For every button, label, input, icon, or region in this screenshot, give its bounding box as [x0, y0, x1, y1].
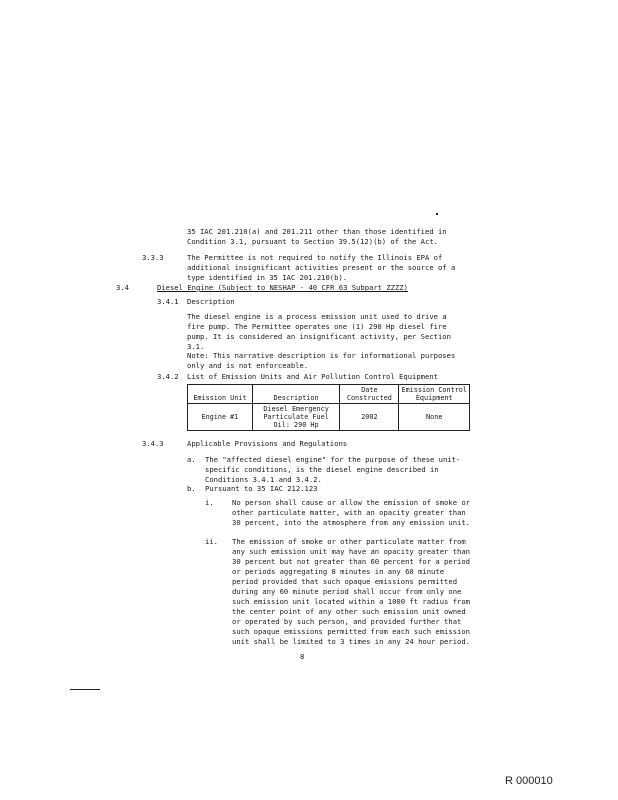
- emission-units-table: [187, 384, 470, 431]
- section-3-4-3-number: 3.4.3: [142, 439, 164, 448]
- section-3-4-1-description: The diesel engine is a process emission unit used to drive a fire pump. The Permittee operates one (1) 290 Hp diesel fire pump. It is considered an insignificant activity, per Section 3.1.: [187, 312, 451, 351]
- table-row: [188, 404, 470, 431]
- section-3-4-1-note: Note: This narrative description is for informational purposes only and is not enforceable.: [187, 351, 456, 370]
- table-header: Date Constructed: [340, 385, 399, 404]
- section-3-4-1-number: 3.4.1: [157, 297, 179, 306]
- item-b-ii-label: ii.: [205, 537, 218, 546]
- continuation-line-1: 35 IAC 201.210(a) and 201.211 other than those identified in: [187, 227, 447, 236]
- section-3-4-number: 3.4: [116, 283, 129, 292]
- item-b-i-text: No person shall cause or allow the emission of smoke or other particulate matter, with an opacity greater than 30 percent, into the atmosphere from any emission unit.: [232, 498, 470, 527]
- page-number: 8: [300, 652, 305, 661]
- item-b-ii-text: The emission of smoke or other particulate matter from any such emission unit may have an opacity greater than 30 percent but not greater than 60 percent for a period or periods aggregating 8 minutes in any 60 minute period provided that such opaque emissions permitted during any 60 minute period shall occur from only one such emission unit located within a 1000 ft radius from the center point of any other such emission unit owned or operated by such person, and provided further that such opaque emissions permitted from each such emission unit shall be limited to 3 times in any 24 hour period.: [232, 537, 470, 646]
- item-a-label: a.: [187, 455, 196, 464]
- item-b-text: Pursuant to 35 IAC 212.123: [205, 484, 318, 493]
- table-cell: Engine #1: [188, 404, 253, 431]
- table-header-row: [188, 385, 470, 404]
- table-cell: None: [399, 404, 470, 431]
- continuation-line-2: Condition 3.1, pursuant to Section 39.5(12)(b) of the Act.: [187, 237, 438, 246]
- item-b-label: b.: [187, 484, 196, 493]
- table-header: Emission Control Equipment: [399, 385, 470, 404]
- bates-number: R 000010: [505, 775, 553, 787]
- item-a-text: The "affected diesel engine" for the purpose of these unit-specific conditions, is the diesel engine described in Conditions 3.4.1 and 3.4.2.: [205, 455, 461, 484]
- section-3-4-3-title: Applicable Provisions and Regulations: [187, 439, 348, 448]
- section-3-4-title: Diesel Engine (Subject to NESHAP - 40 CFR 63 Subpart ZZZZ): [157, 283, 408, 292]
- table-cell: Diesel Emergency Particulate Fuel Oil: 290 Hp: [252, 404, 339, 431]
- footer-rule: [70, 689, 100, 690]
- item-b-i-label: i.: [205, 498, 214, 507]
- section-3-4-1-title: Description: [187, 297, 235, 306]
- table-header: Emission Unit: [188, 385, 253, 404]
- section-3-3-3-text: The Permittee is not required to notify the Illinois EPA of additional insignificant activities present or the source of a type identified in 35 IAC 201.210(b).: [187, 253, 456, 282]
- table-cell: 2002: [340, 404, 399, 431]
- speck-mark: [436, 213, 438, 215]
- section-3-4-2-number: 3.4.2: [157, 372, 179, 381]
- section-3-4-2-title: List of Emission Units and Air Pollution Control Equipment: [187, 372, 438, 381]
- section-3-3-3-number: 3.3.3: [142, 253, 164, 262]
- table-header: Description: [252, 385, 339, 404]
